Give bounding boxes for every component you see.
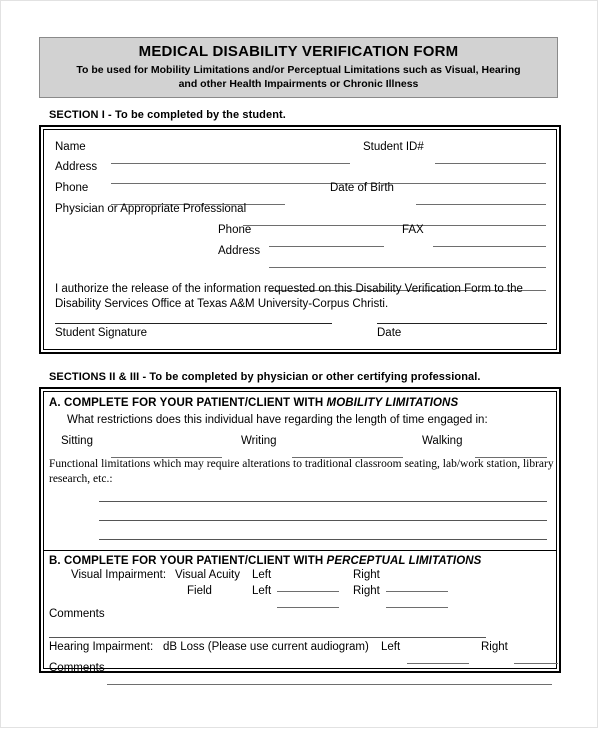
label-name: Name bbox=[55, 141, 86, 153]
part-b-heading-prefix: B. COMPLETE FOR YOUR PATIENT/CLIENT WITH bbox=[49, 555, 327, 567]
input-hearing-right[interactable] bbox=[514, 652, 558, 664]
part-b-heading-emphasis: PERCEPTUAL LIMITATIONS bbox=[326, 555, 482, 567]
label-hearing-impairment: Hearing Impairment: bbox=[49, 641, 154, 653]
part-a-functional-line-2: research, etc.: bbox=[49, 473, 113, 485]
part-divider bbox=[43, 550, 557, 551]
part-a-heading bbox=[49, 397, 458, 409]
signature-line[interactable] bbox=[55, 323, 332, 324]
label-acuity-left: Left bbox=[252, 569, 272, 581]
label-sitting: Sitting bbox=[61, 435, 93, 447]
label-physician-phone: Phone bbox=[218, 224, 252, 236]
label-physician: Physician or Appropriate Professional bbox=[55, 203, 247, 215]
page-title: MEDICAL DISABILITY VERIFICATION FORM bbox=[138, 43, 459, 60]
part-b-heading bbox=[49, 555, 481, 567]
input-name[interactable] bbox=[111, 152, 350, 164]
field-row-physician-address bbox=[218, 245, 260, 258]
label-date-of-birth: Date of Birth bbox=[330, 182, 394, 194]
label-hearing-db-loss: dB Loss (Please use current audiogram) bbox=[163, 641, 369, 653]
field-row-name bbox=[55, 141, 86, 154]
input-comments-hearing[interactable] bbox=[107, 673, 552, 685]
label-walking: Walking bbox=[422, 435, 463, 447]
label-hearing-left: Left bbox=[381, 641, 401, 653]
label-phone: Phone bbox=[55, 182, 89, 194]
field-row-student-id bbox=[363, 141, 424, 154]
label-visual-acuity: Visual Acuity bbox=[175, 569, 240, 581]
date-line[interactable] bbox=[377, 323, 547, 324]
input-physician-fax[interactable] bbox=[433, 235, 546, 247]
page-subtitle-line1: To be used for Mobility Limitations and/or Perceptual Limitations such as Visual, Hearing bbox=[76, 64, 521, 76]
label-field-right: Right bbox=[353, 585, 380, 597]
section-1-box bbox=[39, 125, 561, 354]
label-field-left: Left bbox=[252, 585, 272, 597]
field-row-dob bbox=[330, 182, 394, 195]
part-a-heading-emphasis: MOBILITY LIMITATIONS bbox=[326, 397, 459, 409]
form-title-banner bbox=[39, 37, 558, 98]
label-date: Date bbox=[377, 327, 402, 339]
input-date-of-birth[interactable] bbox=[416, 193, 546, 205]
input-comments-visual[interactable] bbox=[49, 637, 486, 638]
input-physician[interactable] bbox=[243, 214, 546, 226]
input-acuity-left[interactable] bbox=[277, 580, 339, 592]
input-physician-address-1[interactable] bbox=[269, 256, 546, 268]
input-physician-phone[interactable] bbox=[269, 235, 384, 247]
part-a-functional-note bbox=[49, 457, 554, 487]
section-23-caption: SECTIONS II & III - To be completed by physician or other certifying professional. bbox=[49, 371, 481, 383]
part-a-functional-line-1: Functional limitations which may require alterations to traditional classroom seating, lab/work station, library bbox=[49, 458, 554, 470]
field-row-phone bbox=[55, 182, 88, 195]
label-physician-address: Address bbox=[218, 245, 261, 257]
authorization-statement bbox=[55, 282, 550, 312]
field-row-physician-phone bbox=[218, 224, 251, 237]
input-student-id[interactable] bbox=[435, 152, 546, 164]
label-hearing-right: Right bbox=[481, 641, 508, 653]
part-a-note-line-2[interactable] bbox=[99, 520, 547, 521]
part-a-note-line-1[interactable] bbox=[99, 501, 547, 502]
input-hearing-left[interactable] bbox=[407, 652, 469, 664]
section-23-box bbox=[39, 387, 561, 673]
label-student-signature: Student Signature bbox=[55, 327, 148, 339]
field-row-physician-fax bbox=[402, 224, 424, 237]
authorization-line-1: I authorize the release of the information requested on this Disability Verification Form to the bbox=[55, 283, 523, 295]
authorization-line-2: Disability Services Office at Texas A&M University-Corpus Christi. bbox=[55, 298, 389, 310]
label-student-id: Student ID# bbox=[363, 141, 424, 153]
input-field-right[interactable] bbox=[386, 596, 448, 608]
page-subtitle-line2: and other Health Impairments or Chronic Illness bbox=[178, 78, 419, 90]
field-row-physician bbox=[55, 203, 246, 216]
input-address[interactable] bbox=[111, 172, 546, 184]
field-row-address bbox=[55, 161, 97, 174]
label-visual-impairment: Visual Impairment: bbox=[71, 569, 167, 581]
label-visual-field: Field bbox=[187, 585, 212, 597]
part-a-note-line-3[interactable] bbox=[99, 539, 547, 540]
section-1-caption: SECTION I - To be completed by the student. bbox=[49, 109, 286, 121]
label-comments-hearing: Comments bbox=[49, 662, 105, 674]
part-a-heading-prefix: A. COMPLETE FOR YOUR PATIENT/CLIENT WITH bbox=[49, 397, 327, 409]
label-writing: Writing bbox=[241, 435, 277, 447]
input-acuity-right[interactable] bbox=[386, 580, 448, 592]
label-address: Address bbox=[55, 161, 98, 173]
input-field-left[interactable] bbox=[277, 596, 339, 608]
label-comments-visual: Comments bbox=[49, 608, 105, 620]
label-physician-fax: FAX bbox=[402, 224, 424, 236]
part-a-question: What restrictions does this individual have regarding the length of time engaged in: bbox=[67, 414, 488, 426]
label-acuity-right: Right bbox=[353, 569, 380, 581]
